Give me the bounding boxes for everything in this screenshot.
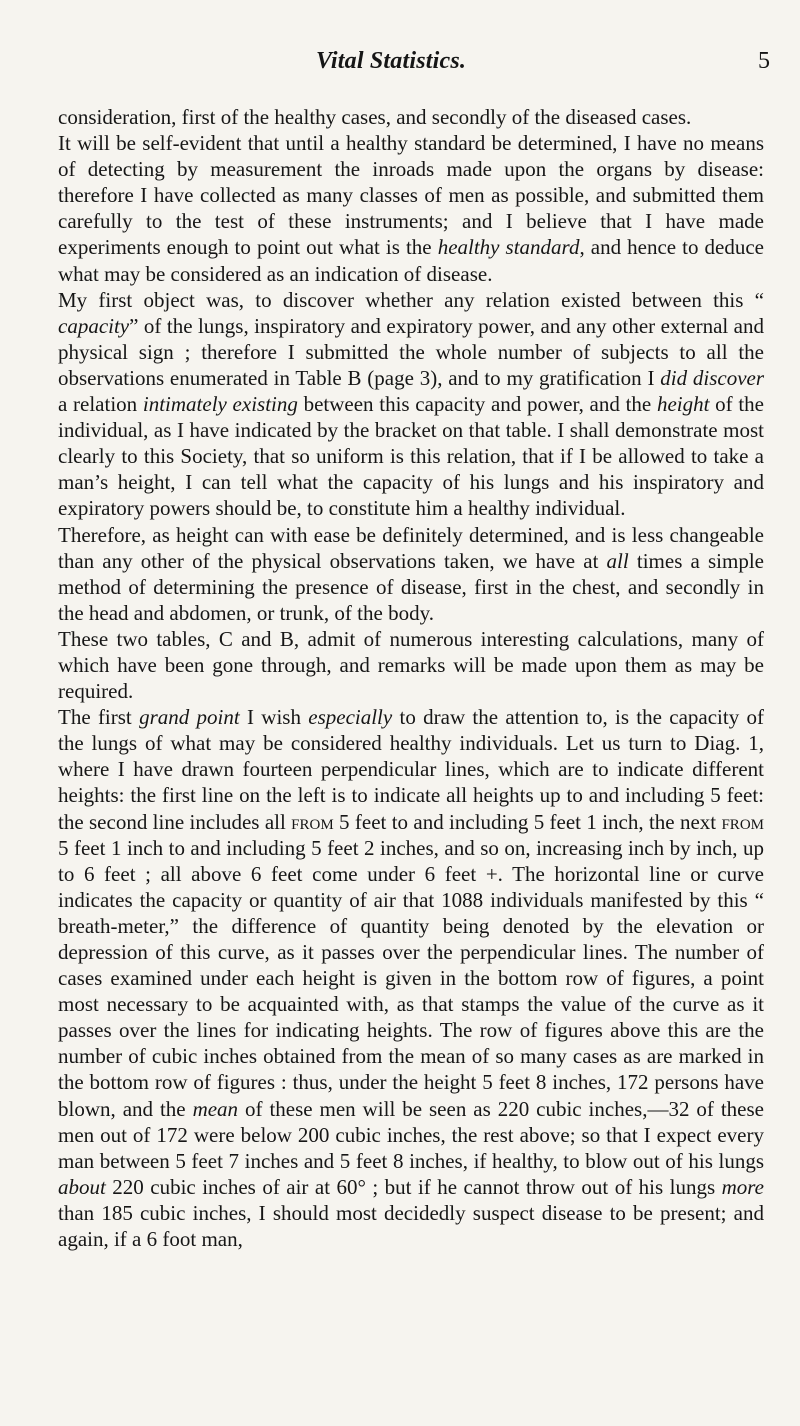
- text-run: 220 cubic inches of air at 60° ; but if he cannot throw out of his lungs: [105, 1174, 722, 1199]
- italic-text: all: [606, 548, 629, 573]
- text-run: a relation: [58, 392, 143, 417]
- paragraph: [58, 522, 764, 626]
- page-header: [0, 48, 800, 88]
- text-run: 5 feet 1 inch to and including 5 feet 2 inches, and so on, increasing inch by inch, up to 6 feet ; all above 6 feet come under 6 feet +. The horizontal line or curve indicates the capacity or quantity of air that 1088 individuals manifested by this “ breath-meter,” the difference of quantity being denoted by the elevation or depression of this curve, as it passes over the perpendicular lines. The number of cases examined under each height is given in the bottom row of figures, a point most necessary to be acquainted with, as that stamps the value of the curve as it passes over the lines for indicating heights. The row of figures above this are the number of cubic inches obtained from the mean of so many cases as are marked in the bottom row of figures : thus, under the height 5 feet 8 inches, 172 persons have blown, and the: [58, 835, 764, 1121]
- text-run: 5 feet to and including 5 feet 1 inch, the next: [333, 809, 722, 834]
- text-run: of the individual, as I have indicated by the bracket on that table. I shall demonstrate most clearly to this Society, that so uniform is this relation, that if I be allowed to take a man’s height, I can tell what the capacity of his lungs and his inspiratory and expiratory powers should be, to constitute him a healthy individual.: [58, 392, 764, 521]
- paragraph: [58, 626, 764, 704]
- italic-text: healthy standard: [437, 235, 580, 260]
- page-number: 5: [758, 48, 770, 74]
- text-run: to draw the attention to, is the capacity of the lungs of what may be considered healthy individuals. Let us turn to Diag. 1, where I have drawn fourteen perpendicular lines, which are to indicate different heights: the first line on the left is to indicate all heights up to and including 5 feet: the second line includes all: [58, 705, 764, 834]
- paragraph: [58, 104, 764, 130]
- text-run: , and hence to deduce what may be considered as an indication of disease.: [58, 235, 764, 286]
- italic-text: about: [58, 1174, 106, 1199]
- text-run: than 185 cubic inches, I should most decidedly suspect disease to be present; and again, if a 6 foot man,: [58, 1200, 764, 1252]
- small-caps-text: from: [291, 809, 334, 834]
- running-title: Vital Statistics.: [316, 48, 467, 74]
- text-run: ” of the lungs, inspiratory and expiratory power, and any other external and physical sign ; therefore I submitted the whole number of subjects to all the observations enumerated in Table B (page 3), and to my gratification I: [58, 313, 764, 390]
- text-run: Therefore, as height can with ease be definitely determined, and is less changeable than any other of the physical observations taken, we have at: [58, 522, 764, 573]
- small-caps-text: from: [721, 809, 764, 834]
- italic-text: especially: [308, 705, 393, 730]
- italic-text: grand point: [139, 705, 240, 730]
- text-run: consideration, first of the healthy cases, and secondly of the diseased cases.: [58, 105, 692, 129]
- text-run: between this capacity and power, and the: [297, 392, 657, 417]
- italic-text: capacity: [58, 313, 130, 338]
- italic-text: intimately existing: [142, 392, 298, 417]
- text-run: My first object was, to discover whether any relation existed between this “: [58, 287, 764, 312]
- italic-text: height: [656, 392, 710, 417]
- italic-text: more: [721, 1174, 764, 1199]
- italic-text: mean: [192, 1096, 239, 1121]
- body-text: [58, 104, 764, 1252]
- text-run: The first: [58, 705, 140, 730]
- text-run: I wish: [239, 705, 309, 730]
- text-run: It will be self-evident that until a healthy standard be determined, I have no means of detecting by measurement the inroads made upon the organs by disease: therefore I have collected as many classes of men as possible, and submitted them carefully to the test of these instruments; and I believe that I have made experiments enough to point out what is the: [58, 131, 764, 260]
- paragraph: [58, 130, 764, 287]
- text-run: These two tables, C and B, admit of numerous interesting calculations, many of which have been gone through, and remarks will be made upon them as may be required.: [58, 626, 764, 704]
- italic-text: did discover: [660, 365, 765, 390]
- text-run: times a simple method of determining the presence of disease, first in the chest, and secondly in the head and abdomen, or trunk, of the body.: [58, 548, 764, 625]
- paragraph: [58, 704, 764, 1252]
- text-run: of these men will be seen as 220 cubic inches,—32 of these men out of 172 were below 200 cubic inches, the rest above; so that I expect every man between 5 feet 7 inches and 5 feet 8 inches, if healthy, to blow out of his lungs: [58, 1096, 764, 1173]
- paragraph: [58, 287, 764, 522]
